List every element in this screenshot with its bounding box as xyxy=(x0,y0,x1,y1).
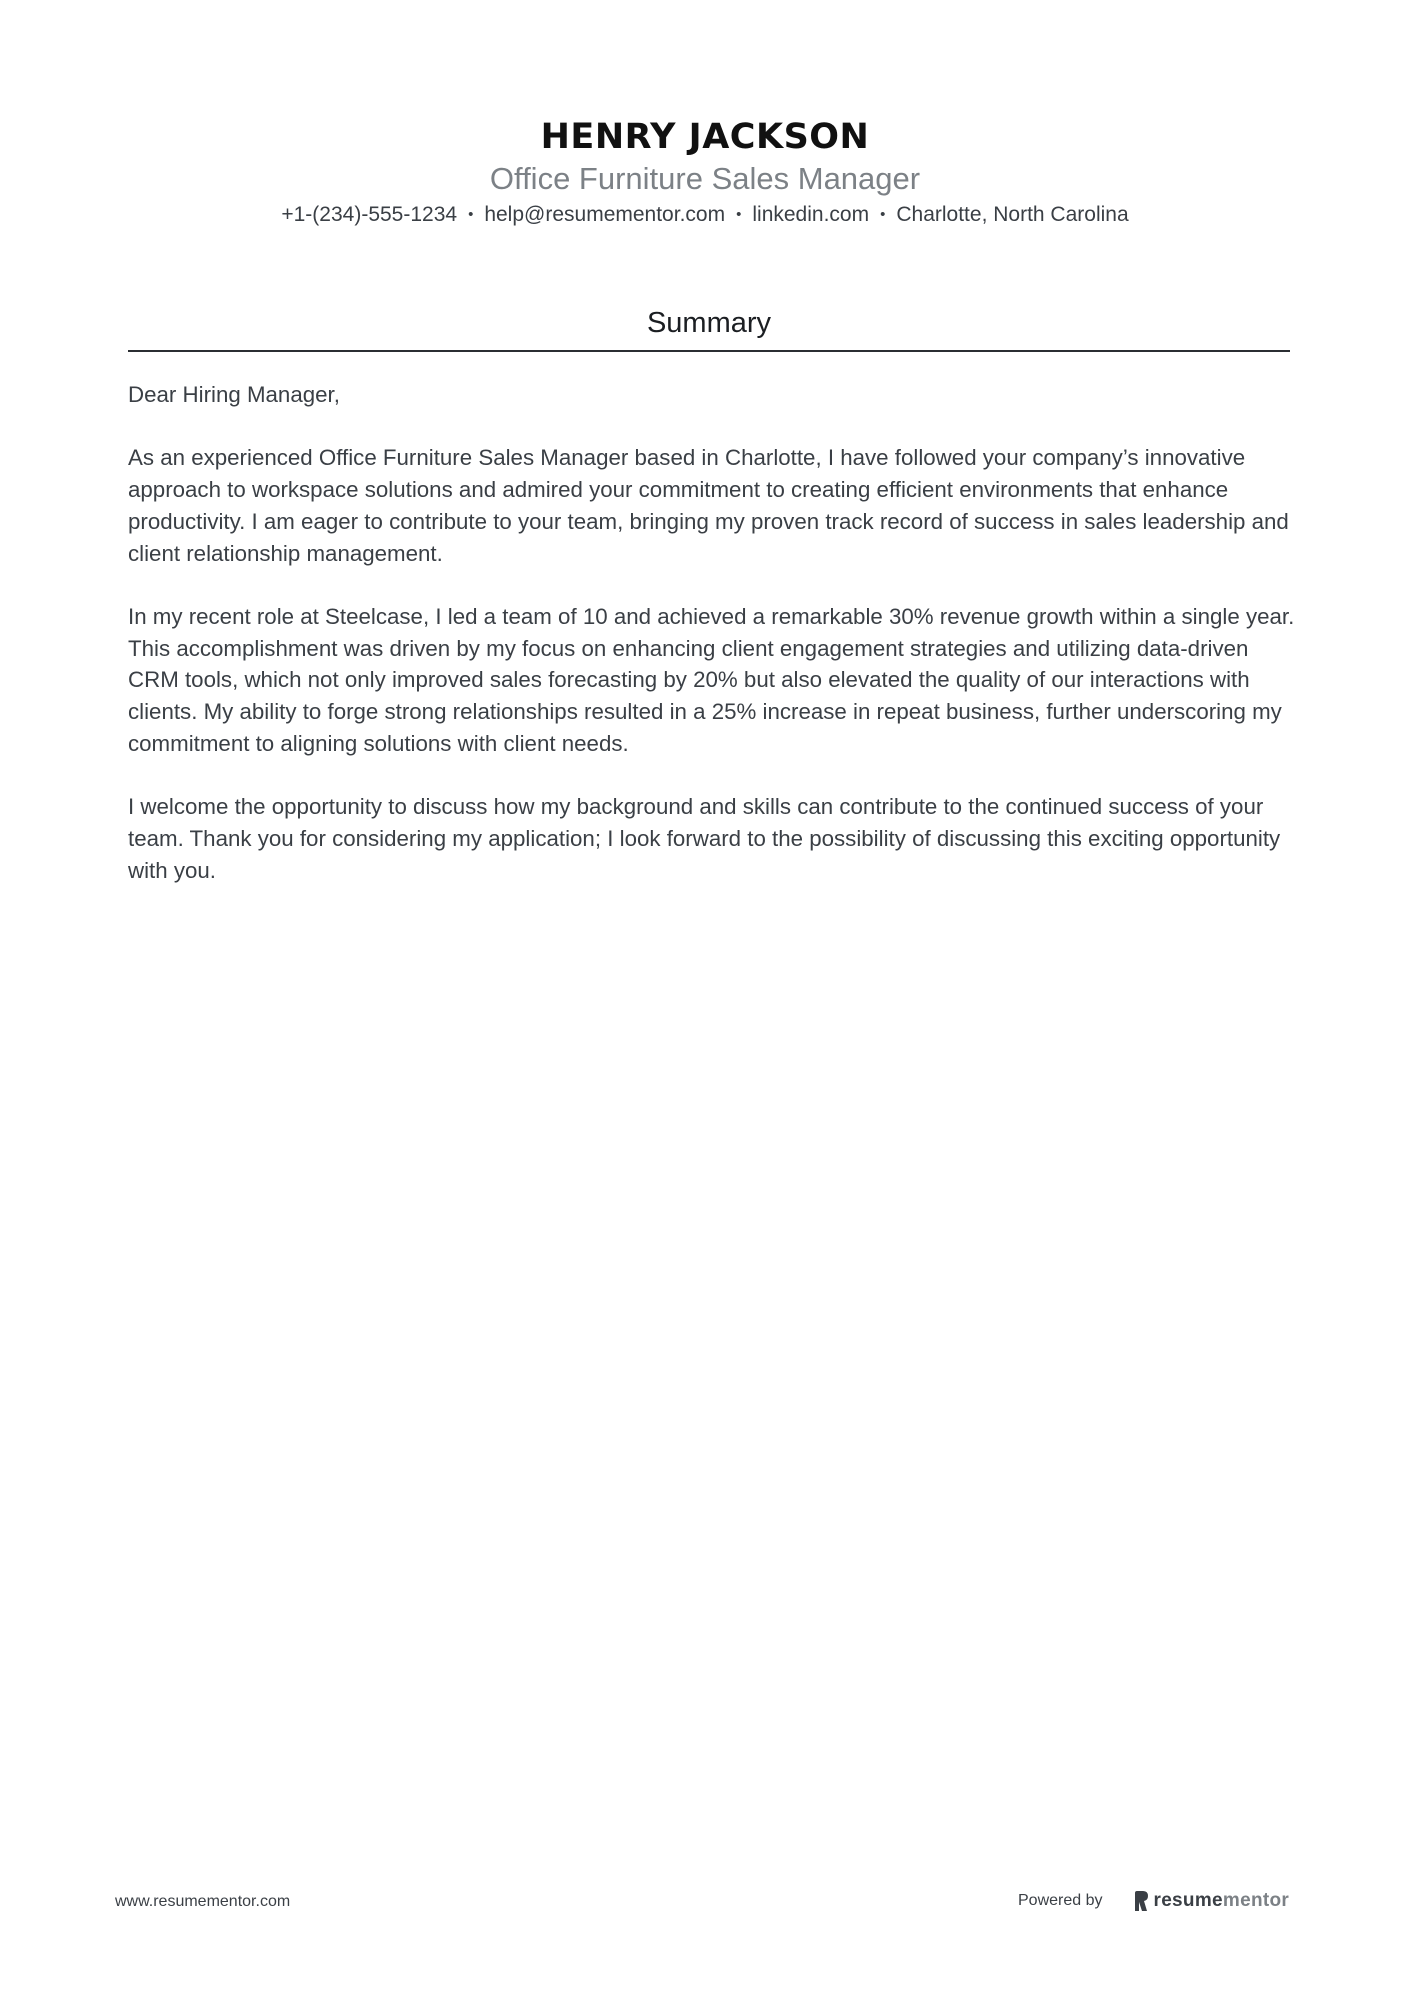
separator-dot: • xyxy=(880,206,886,223)
paragraph: As an experienced Office Furniture Sales Manager based in Charlotte, I have followed your company’s innovative approach to workspace solutions and admired your commitment to creating efficient environments that enhance productivity. I am eager to contribute to your team, bringing my proven track record of success in sales leadership and client relationship management. xyxy=(128,445,1289,566)
section-divider xyxy=(128,350,1290,352)
contact-line xyxy=(0,200,1410,230)
paragraph: I welcome the opportunity to discuss how my background and skills can contribute to the continued success of your team. Thank you for considering my application; I look forward to the possibility of discussing this exciting opportunity with you. xyxy=(128,794,1281,883)
section-title: Summary xyxy=(646,307,772,339)
location: Charlotte, North Carolina xyxy=(896,203,1129,226)
header xyxy=(0,114,1410,230)
phone: +1-(234)-555-1234 xyxy=(281,203,458,226)
brand-wordmark: resumementor xyxy=(1153,1890,1290,1911)
footer-website[interactable]: www.resumementor.com xyxy=(115,1893,291,1910)
salutation: Dear Hiring Manager, xyxy=(128,382,340,407)
footer-branding xyxy=(1018,1886,1289,1916)
separator-dot: • xyxy=(736,206,742,223)
powered-by-label: Powered by xyxy=(1018,1892,1103,1909)
resumementor-logo-icon xyxy=(1133,1890,1149,1912)
linkedin[interactable]: linkedin.com xyxy=(752,203,870,226)
paragraph: In my recent role at Steelcase, I led a team of 10 and achieved a remarkable 30% revenue growth within a single year. This accomplishment was driven by my focus on enhancing client engagement strategies and utilizing data-driven CRM tools, which not only improved sales forecasting by 20% but also elevated the quality of our interactions with clients. My ability to forge strong relationships resulted in a 25% increase in repeat business, further underscoring my commitment to aligning solutions with client needs. xyxy=(128,603,1295,756)
job-title: Office Furniture Sales Manager xyxy=(489,161,921,196)
candidate-name: HENRY JACKSON xyxy=(540,117,870,157)
email[interactable]: help@resumementor.com xyxy=(484,203,726,226)
letter-body xyxy=(128,379,1298,918)
separator-dot: • xyxy=(468,206,474,223)
